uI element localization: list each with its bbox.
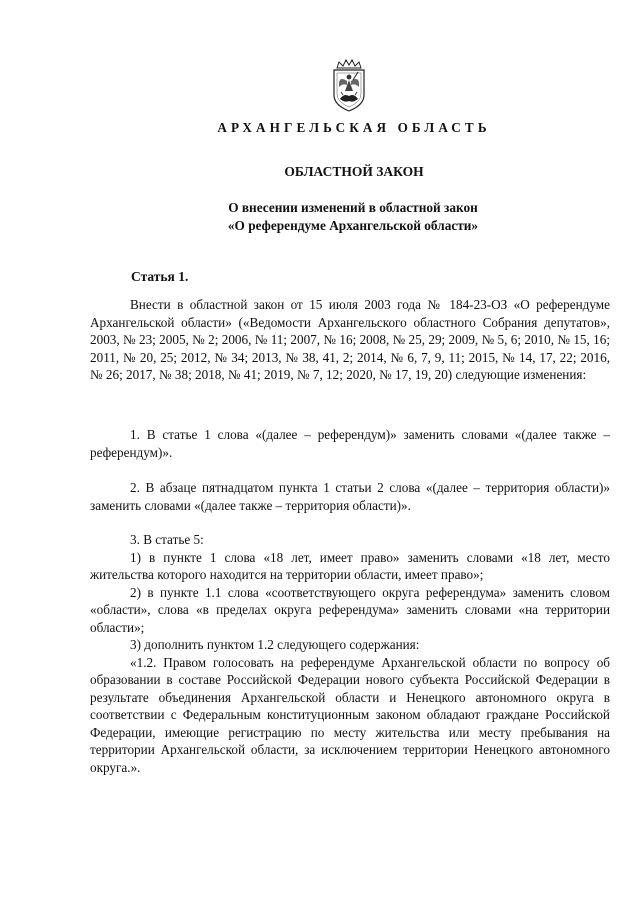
item-2-block bbox=[90, 479, 610, 514]
item-3-quote: «1.2. Правом голосовать на референдуме Архангельской области по вопросу об образовании в составе Российской Федерации нового субъекта Российской Федерации в результате объединения Архангельской области и Ненецкого автономного округа в соответствии с Федеральным конституционным законом обладают граждане Российской Федерации, имеющие регистрацию по месту жительства или месту пребывания на территории Архангельской области, за исключением территории Ненецкого автономного округа.». bbox=[90, 654, 610, 775]
item-3-heading: 3. В статье 5: bbox=[130, 532, 204, 547]
article-intro: Внести в областной закон от 15 июля 2003 года № 184-23-ОЗ «О референдуме Архангельской области» («Ведомости Архангельского областного Собрания депутатов», 2003, № 23; 2005, № 2; 2006, № 11; 2007, № 16; 2008, № 25, 29; 2009, № 5, 6; 2010, № 15, 16; 2011, № 20, 25; 2012, № 34; 2013, № 38, 41, 2; 2014, № 6, 7, 9, 11; 2015, № 14, 17, 22; 2016, № 26; 2017, № 38; 2018, № 41; 2019, № 7, 12; 2020, № 17, 19, 20) следующие изменения: bbox=[90, 297, 610, 382]
item-1-text: 1. В статье 1 слова «(далее – референдум)» заменить словами «(далее также – референдум)». bbox=[90, 427, 610, 460]
arkhangelsk-coat-of-arms-icon bbox=[325, 59, 373, 113]
subtitle-line-2: «О референдуме Архангельской области» bbox=[227, 217, 479, 233]
item-2-text: 2. В абзаце пятнадцатом пункта 1 статьи 2 слова «(далее – территория области)» заменить словами «(далее также – территория области)». bbox=[90, 480, 610, 513]
item-1-block bbox=[90, 426, 610, 461]
law-type-title: ОБЛАСТНОЙ ЗАКОН bbox=[284, 164, 424, 179]
article-intro-block bbox=[90, 296, 610, 384]
item-3-sub-3: 3) дополнить пунктом 1.2 следующего содержания: bbox=[130, 637, 420, 652]
item-3-sub-1: 1) в пункте 1 слова «18 лет, имеет право» заменить словами «18 лет, место жительства которого находится на территории области, имеет право»; bbox=[90, 549, 610, 582]
region-name: АРХАНГЕЛЬСКАЯ ОБЛАСТЬ bbox=[217, 120, 491, 135]
subtitle-line-1: О внесении изменений в областной закон bbox=[228, 200, 478, 215]
item-3-sub-2: 2) в пункте 1.1 слова «соответствующего округа референдума» заменить словом «области», слова «в пределах округа референдума» заменить словами «на территории области»; bbox=[90, 584, 610, 635]
item-3-block bbox=[90, 531, 610, 776]
law-subtitle bbox=[0, 199, 640, 234]
article-heading: Статья 1. bbox=[131, 269, 189, 284]
